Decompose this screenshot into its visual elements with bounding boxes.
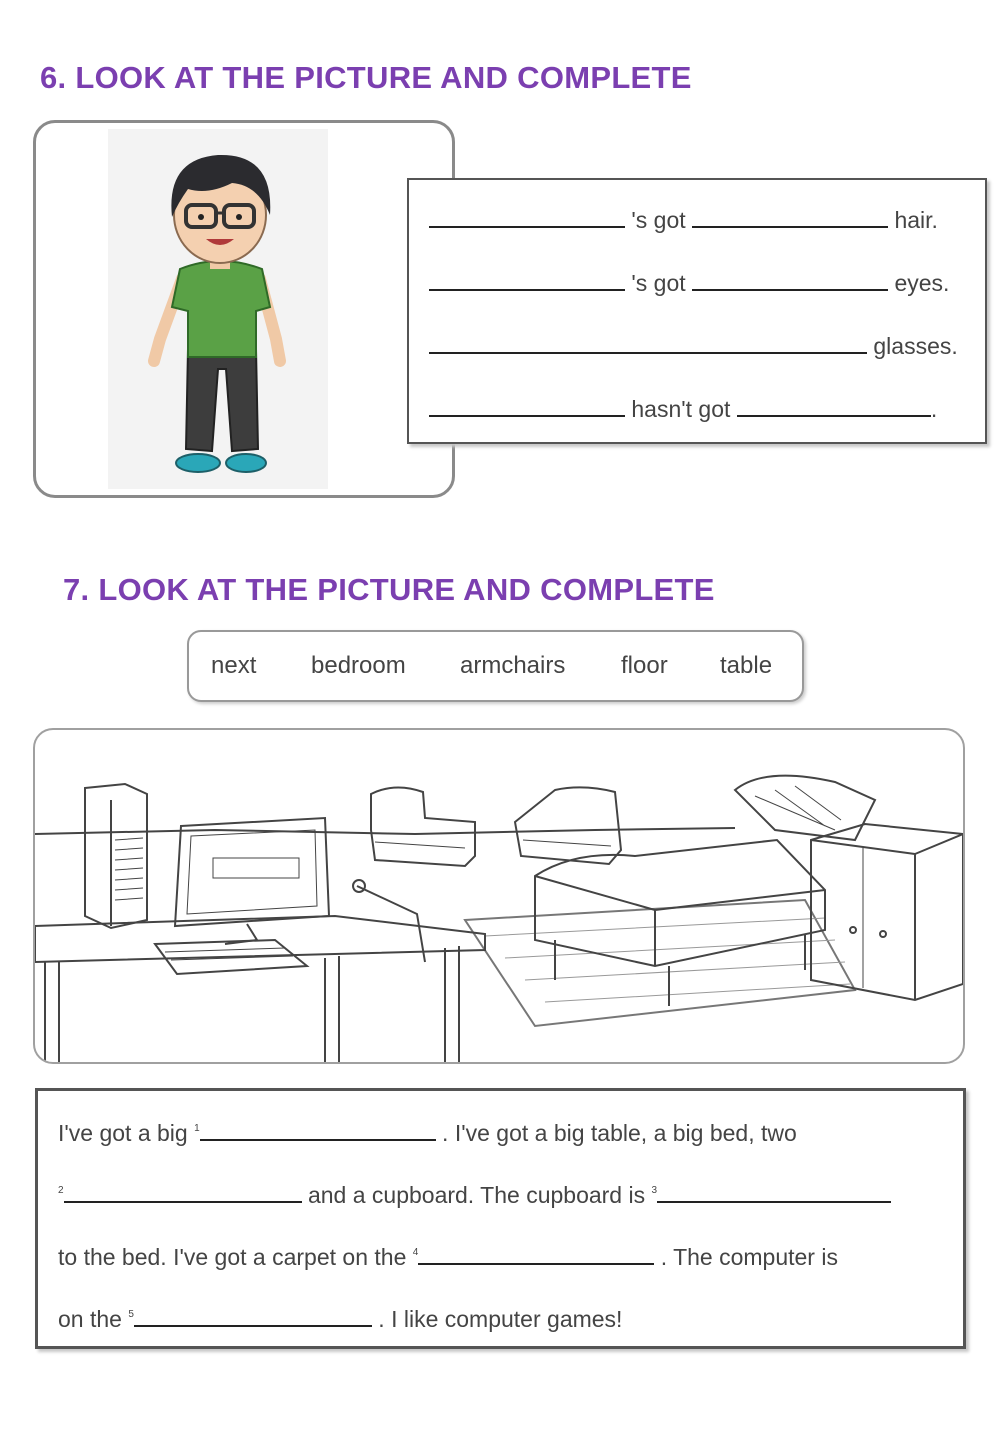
paragraph-text: I've got a big (58, 1120, 188, 1146)
sentence-text: hair. (894, 207, 938, 233)
blank-4[interactable] (418, 1241, 654, 1265)
sentence-text: glasses. (873, 333, 958, 359)
blank-hair[interactable] (692, 204, 888, 228)
blank-number: 3 (651, 1185, 658, 1196)
paragraph-line-4 (58, 1303, 622, 1333)
blank-number: 4 (412, 1247, 419, 1258)
word-bank (187, 630, 804, 702)
paragraph-line-1 (58, 1117, 797, 1147)
sentence-text: 's got (631, 207, 686, 233)
blank-glasses[interactable] (429, 330, 867, 354)
blank-eyes[interactable] (692, 267, 888, 291)
blank-number: 1 (194, 1123, 200, 1134)
paragraph-text: . I've got a big table, a big bed, two (442, 1120, 797, 1146)
word-bank-item: next (211, 652, 257, 679)
blank-number: 2 (58, 1185, 64, 1196)
paragraph-text: to the bed. I've got a carpet on the (58, 1244, 407, 1270)
exercise-6-sentences-box (407, 178, 987, 444)
bedroom-illustration (35, 730, 963, 1062)
blank-2[interactable] (64, 1179, 302, 1203)
blank-hasnt-got[interactable] (737, 393, 931, 417)
sentence-text: 's got (631, 270, 686, 296)
blank-number: 5 (128, 1309, 134, 1320)
blank-name-4[interactable] (429, 393, 625, 417)
sentence-text: hasn't got (631, 396, 731, 422)
word-bank-item: armchairs (460, 652, 566, 679)
blank-5[interactable] (134, 1303, 372, 1327)
paragraph-line-3 (58, 1241, 838, 1271)
blank-1[interactable] (200, 1117, 436, 1141)
paragraph-text: . The computer is (660, 1244, 838, 1270)
blank-name-2[interactable] (429, 267, 625, 291)
sentence-row-3 (429, 330, 958, 360)
sentence-row-1 (429, 204, 938, 234)
paragraph-line-2 (58, 1179, 891, 1209)
paragraph-text: . I like computer games! (378, 1306, 623, 1332)
bedroom-picture-frame (33, 728, 965, 1064)
blank-name-1[interactable] (429, 204, 625, 228)
paragraph-text: on the (58, 1306, 122, 1332)
sentence-row-4 (429, 393, 937, 423)
boy-illustration (108, 129, 328, 489)
paragraph-text: and a cupboard. The cupboard is (307, 1182, 646, 1208)
sentence-row-2 (429, 267, 949, 297)
boy-picture-frame (33, 120, 455, 498)
word-bank-item: bedroom (311, 652, 406, 679)
blank-3[interactable] (657, 1179, 891, 1203)
word-bank-item: table (720, 652, 773, 679)
word-bank-item: floor (621, 652, 668, 679)
sentence-text: . (930, 396, 938, 422)
sentence-text: eyes. (894, 270, 950, 296)
exercise-7-title: 7. LOOK AT THE PICTURE AND COMPLETE (63, 572, 715, 607)
exercise-7-paragraph-box (35, 1088, 966, 1349)
exercise-6-title: 6. LOOK AT THE PICTURE AND COMPLETE (40, 60, 692, 95)
